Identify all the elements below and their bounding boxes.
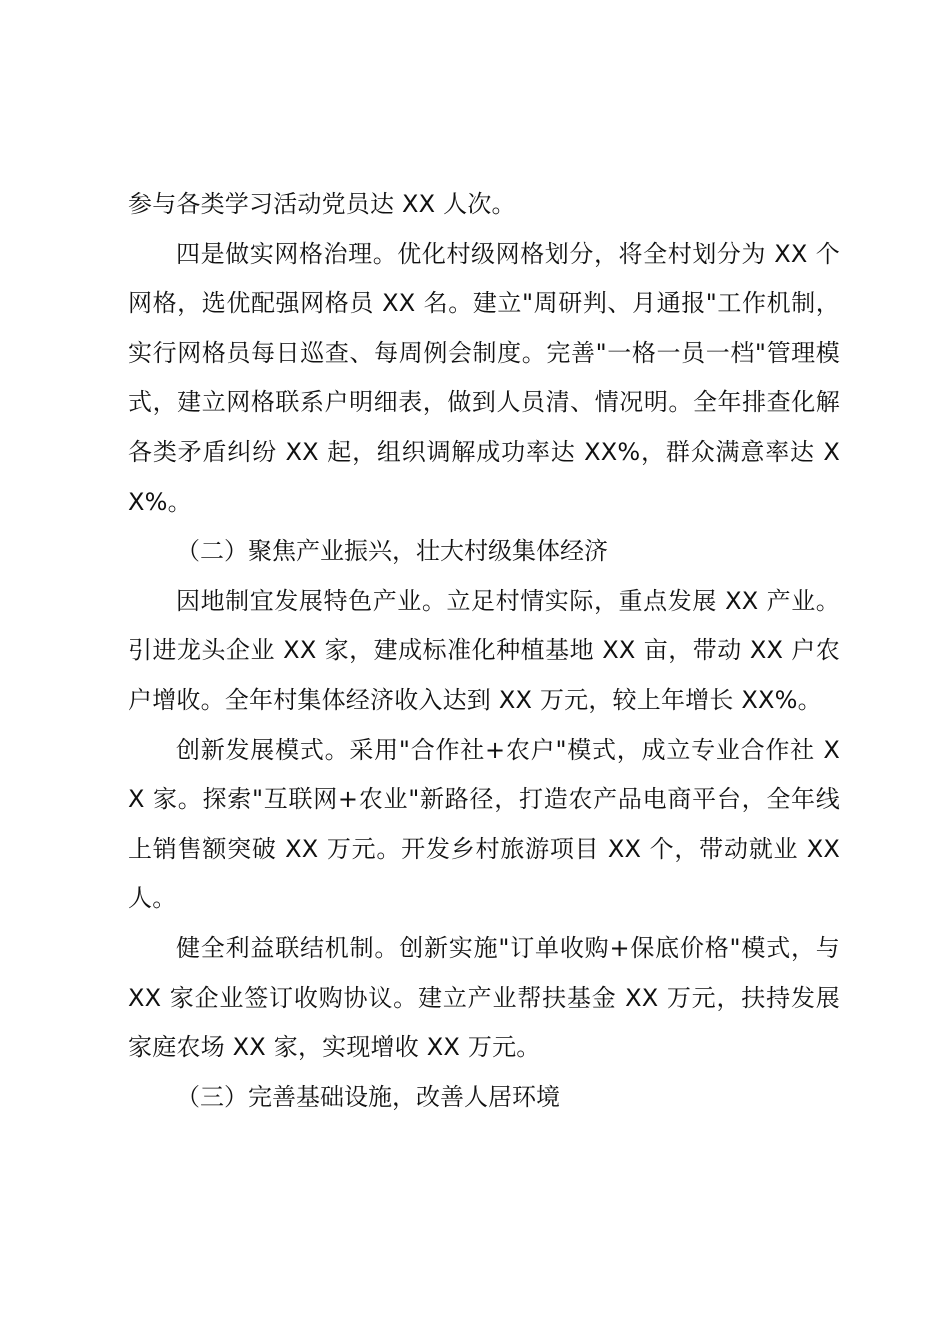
- section-heading-infrastructure: （三）完善基础设施，改善人居环境: [176, 1082, 560, 1111]
- section-heading-industry: （二）聚焦产业振兴，壮大村级集体经济: [176, 537, 608, 566]
- paragraph-benefit-mechanism: 健全利益联结机制。创新实施"订单收购+保底价格"模式，与 XX 家企业签订收购协议。建立产业帮扶基金 XX 万元，扶持发展家庭农场 XX 家，实现增收 XX 万元。: [128, 933, 840, 1062]
- paragraph-continuation: 参与各类学习活动党员达 XX 人次。: [128, 190, 516, 218]
- document-body: [128, 180, 840, 1122]
- paragraph-characteristic-industry: 因地制宜发展特色产业。立足村情实际，重点发展 XX 产业。引进龙头企业 XX 家，建成标准化种植基地 XX 亩，带动 XX 户农户增收。全年村集体经济收入达到 XX 万元，较上年增长 XX%。: [128, 586, 840, 714]
- paragraph-grid-governance: 四是做实网格治理。优化村级网格划分，将全村划分为 XX 个网格，选优配强网格员 XX 名。建立"周研判、月通报"工作机制，实行网格员每日巡查、每周例会制度。完善"一格一员一档"管理模式，建立网格联系户明细表，做到人员清、情况明。全年排查化解各类矛盾纠纷 XX 起，组织调解成功率达 XX%，群众满意率达 XX%。: [128, 239, 840, 516]
- paragraph-innovation-model: 创新发展模式。采用"合作社+农户"模式，成立专业合作社 XX 家。探索"互联网+农业"新路径，打造农产品电商平台，全年线上销售额突破 XX 万元。开发乡村旅游项目 XX 个，带动就业 XX 人。: [128, 735, 840, 913]
